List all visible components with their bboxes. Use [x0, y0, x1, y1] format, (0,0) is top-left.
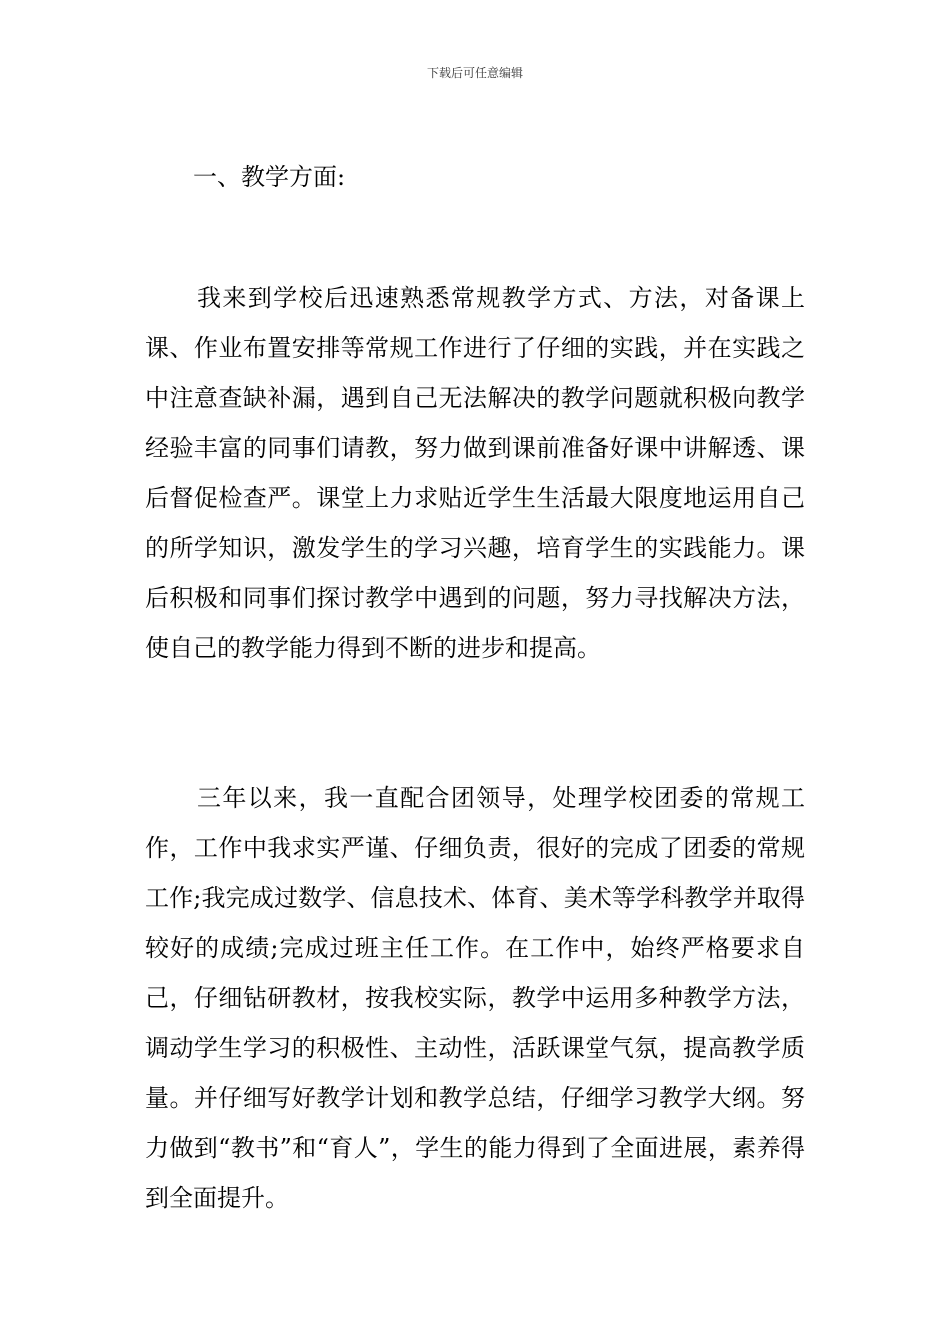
header-note: 下载后可任意编辑 [426, 66, 523, 80]
paragraph-teaching: 我来到学校后迅速熟悉常规教学方式、方法，对备课上课、作业布置安排等常规工作进行了仔细的实践，并在实践之中注意查缺补漏，遇到自己无法解决的教学问题就积极向教学经验丰富的同事们请教，努力做到课前准备好课中讲解透、课后督促检查严。课堂上力求贴近学生生活最大限度地运用自己的所学知识，激发学生的学习兴趣，培育学生的实践能力。课后积极和同事们探讨教学中遇到的问题，努力寻找解决方法，使自己的教学能力得到不断的进步和提高。 [145, 284, 805, 662]
paragraph-work: 三年以来，我一直配合团领导，处理学校团委的常规工作，工作中我求实严谨、仔细负责，很好的完成了团委的常规工作;我完成过数学、信息技术、体育、美术等学科教学并取得较好的成绩;完成过班主任工作。在工作中，始终严格要求自己，仔细钻研教材，按我校实际，教学中运用多种教学方法，调动学生学习的积极性、主动性，活跃课堂气氛，提高教学质量。并仔细写好教学计划和教学总结，仔细学习教学大纲。努力做到“教书”和“育人”，学生的能力得到了全面进展，素养得到全面提升。 [145, 784, 805, 1212]
section-heading: 一、教学方面: [193, 163, 346, 191]
